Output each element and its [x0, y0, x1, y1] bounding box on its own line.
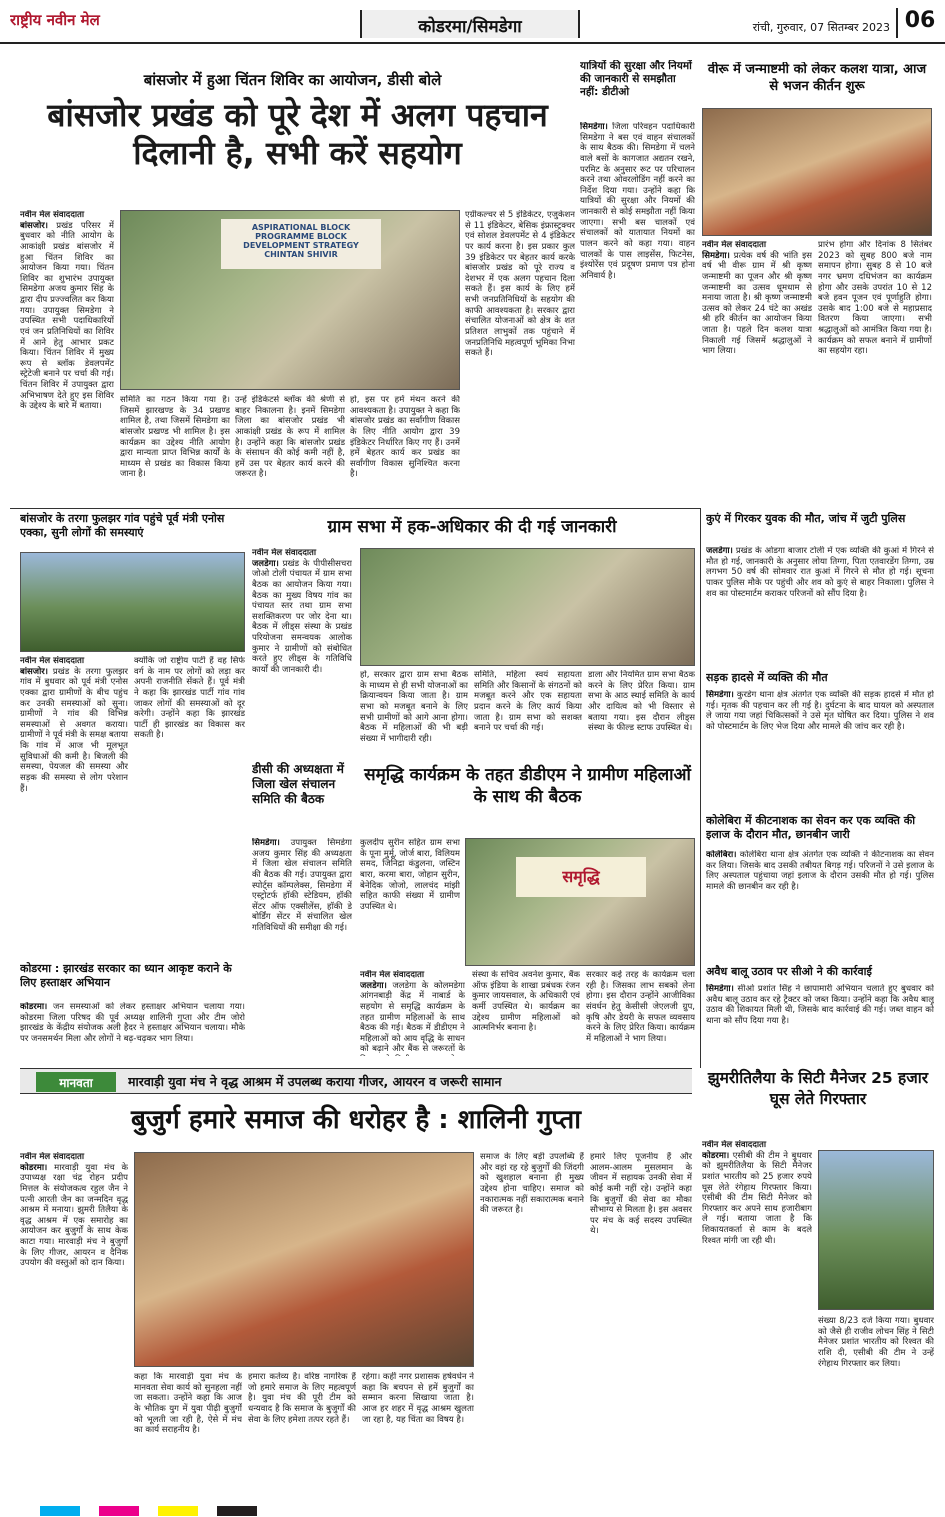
bribe-col2: संख्या 8/23 दर्ज किया गया। बुधवार को जैसे ही राजीव लोचन सिंह ने सिटी मैनेजर प्रशांत भारतीय को रिश्वत की राशि दी, एसीबी की टीम ने उन्हें रंगेहाथ गिरफ्तार कर लिया। — [818, 1316, 934, 1369]
lead-kicker: बांसजोर में हुआ चिंतन शिविर का आयोजन, डीसी बोले — [143, 71, 442, 89]
sports-dateline: सिमडेगा। — [252, 838, 280, 848]
gramsabha-photo — [360, 548, 695, 666]
samriddhi-banner: समृद्धि — [516, 857, 646, 897]
kodarma-brief-headline: कोडरमा : झारखंड सरकार का ध्यान आकृष्ट कराने के लिए हस्ताक्षर अभियान — [20, 962, 232, 990]
janmashtami-col2: प्रारंभ होगा और दिनांक 8 सितंबर 2023 को सुबह 800 बजे नाम समापन होगा। सुबह 8 से 10 बजे नगर भ्रमण दधिभंजन का कार्यक्रम होगा और उसके उपरांत 10 से 12 बजे हवन पूजन एवं पूर्णाहुति होगा। उसके बाद 1:00 बजे से महाप्रसाद वितरण किया जाएगा। सभी श्रद्धालुओं को आमंत्रित किया गया है। कार्यक्रम को सफल बनाने में ग्रामीणों का सहयोग रहा। — [818, 240, 932, 357]
lead-col2: समिति का गठन किया गया है। जिसमें झारखण्ड के 34 प्रखण्ड शामिल है, तथा जिसमें सिमडेगा का बांसजोर प्रखण्ड भी शामिल है। इस कार्यक्रम का उद्देश्य नीति आयोग द्वारा मान्यता प्राप्त विभिन्न कार्यों के माध्यम से प्रखंड का विकास किया जाना है। — [120, 395, 230, 480]
janmashtami-text: प्रत्येक वर्ष की भांति इस वर्ष भी वीरू ग्राम में श्री कृष्ण जन्माष्टमी का पूजन और श्री कृष्ण जन्माष्टमी का उत्सव धूमधाम से मनाया जाता है। श्री कृष्ण जन्माष्टमी उत्सव को लेकर 24 घंटे का अखंड श्री हरि कीर्तन का आयोजन किया जाता है। पहले दिन कलश यात्रा निकाली गई जिसमें श्रद्धालुओं ने भाग लिया। — [702, 250, 812, 357]
targa-text: प्रखंड के तरगा फुलझर गांव में बुधवार को पूर्व मंत्री एनोस एक्का द्वारा ग्रामीणों के बीच पहुंच कर उनकी समस्याओं को सुना। ग्रामीणों ने गांव की विभिन्न समस्याओं से अवगत कराया। ग्रामीणों ने पूर्व मंत्री के समक्ष बताया कि गांव में आज भी मूलभूत सुविधाओं की कमी है। बिजली की समस्या, पेयजल की समस्या और सड़क की समस्या से लोग परेशान हैं। — [20, 666, 128, 794]
targa-photo — [20, 552, 245, 652]
gramsabha-headline: ग्राम सभा में हक-अधिकार की दी गई जानकारी — [327, 517, 617, 537]
lead-text: प्रखंड परिसर में बुधवार को नीति आयोग के आकांक्षी प्रखंड बांसजोर में हुआ चिंतन शिविर का आयोजन किया गया। चिंतन शिविर का शुभारंभ उपायुक्त सिमडेगा अजय कुमार सिंह के द्वारा दीप प्रज्ज्वलित कर किया गया। उपायुक्त सिमडेगा ने उपस्थित सभी पदाधिकारियों एवं जन प्रतिनिधियों का शिविर में आने हेतु आभार प्रकट किया। चिंतन शिविर में मुख्य रूप से ब्लॉक डेवलपमेंट स्ट्रेटेजी बनाने पर चर्चा की गई। चिंतन शिविर में उपायुक्त द्वारा अभिभाषण देते हुए इस शिविर के उद्देश्य के बारे में बताया। — [20, 220, 114, 412]
lead-headline: बांसजोर प्रखंड को पूरे देश में अलग पहचान दिलानी है, सभी करें सहयोग — [47, 96, 548, 173]
bribe-dateline: कोडरमा। — [702, 1150, 730, 1161]
targa-dateline: बांसजोर। — [20, 666, 49, 677]
samriddhi-col1 — [360, 970, 465, 1056]
kodarma-brief-dateline: कोडरमा। — [20, 1002, 48, 1012]
page-number: 06 — [896, 8, 942, 38]
bribe-byline: नवीन मेल संवाददाता — [702, 1140, 767, 1150]
pesticide-body — [706, 850, 934, 960]
bribe-text: एसीबी की टीम ने बुधवार को झुमरीतिलैया के सिटी मैनेजर प्रशांत भारतीय को 25 हजार रुपये घूस लेते रंगेहाथ गिरफ्तार किया। एसीबी की टीम सिटी मैनेजर को गिरफ्तार कर अपने साथ हजारीबाग ले गई। बताया जाता है कि शिकायतकर्ता से काम के बदले रिश्वत मांगी जा रही थी। — [702, 1150, 812, 1246]
sand-text: सीओ प्रशांत सिंह ने छापामारी अभियान चलाते हुए बुधवार को अवैध बालू उठाव कर रहे ट्रैक्टर को जब्त किया। उन्होंने कहा कि अवैध बालू उठाव की शिकायत मिली थी, जिसके बाद कार्रवाई की गई। जब्त वाहन को थाना को सौंप दिया गया है। — [706, 984, 934, 1026]
sports-body — [252, 838, 352, 1058]
geyser-col2: कहा कि मारवाड़ी युवा मंच के मानवता सेवा कार्य को सुनहला नहीं जा सकता। उन्होंने कहा कि आज के भौतिक युग में युवा पीढ़ी बुजुर्गों को भूलती जा रही है, ऐसे में मंच का कार्य सराहनीय है। — [134, 1372, 242, 1436]
samriddhi-photo — [465, 838, 695, 966]
pesticide-headline: कोलेबिरा में कीटनाशक का सेवन कर एक व्यक्ति की इलाज के दौरान मौत, छानबीन जारी — [706, 814, 916, 842]
lead-col5: एग्रीकल्चर से 5 इंडिकेटर, एजुकेशन से 11 इंडिकेटर, बेसिक इंफ्रास्ट्रक्चर एवं सोशल डेवलपमेंट से 4 इंडिकेटर पर कार्य करना है। इस प्रकार कुल 39 इंडिकेटर पर बेहतर कार्य करके बांसजोर प्रखंड को पूरे राज्य व देशभर में एक अलग पहचान दिला सकते हैं। इस कार्य के लिए हमें सभी जनप्रतिनिधियों के सहयोग की काफी आवश्यकता है। सरकार द्वारा संचालित योजनाओं को क्षेत्र के शत प्रतिशत लाभुकों तक पहुंचाने में जनप्रतिनिधि महत्वपूर्ण भूमिका निभा सकते हैं। — [465, 210, 575, 359]
kodarma-brief-text: जन समस्याओं को लेकर हस्ताक्षर अभियान चलाया गया। कोडरमा जिला परिषद की पूर्व अध्यक्ष शालिनी गुप्ता और टीम जोरो झारखंड के केंद्रीय संयोजक अली हैदर ने हस्ताक्षर अभियान चलाया। मौके पर जनसमर्थन मिला और लोगों ने बढ़-चढ़कर भाग लिया। — [20, 1002, 245, 1044]
gramsabha-col2: हो, सरकार द्वारा ग्राम सभा बैठक के माध्यम से ही सभी योजनाओं का क्रियान्वयन किया जाता है। ग्राम सभा को मजबूत बनाने के लिए सभी ग्रामीणों को आगे आना होगा। बैठक में महिलाओं की भी बड़ी संख्या में भागीदारी रही। — [360, 670, 468, 744]
well-dateline: जलडेगा। — [706, 546, 733, 556]
right-col-divider — [700, 508, 701, 1068]
sports-headline: डीसी की अध्यक्षता में जिला खेल संचालन समिति की बैठक — [252, 762, 344, 806]
samriddhi-col3: सरकार कई तरह के कार्यक्रम चला रही है। जिसका लाभ सबको लेना होगा। इस दौरान उन्होंने आजीविका संवर्धन हेतु केसीसी जेएलजी ग्रुप, कृषि और डेयरी के सफल व्यवसाय करने के लिए प्रेरित किया। कार्यक्रम में महिलाओं ने भाग लिया। — [586, 970, 695, 1044]
lead-photo — [120, 210, 460, 390]
janmashtami-byline: नवीन मेल संवाददाता — [702, 240, 767, 250]
gramsabha-text: प्रखंड के पीपीसीसचरा जोओ टोली पंचायत में ग्राम सभा बैठक का आयोजन किया गया। बैठक का मुख्य विषय गांव का पंचायत स्तर तथा ग्राम सभा सशक्तिकरण पर जोर देना था। बैठक में लीड्स संस्था के प्रखंड परियोजना समन्वयक आलोक कुमार ने ग्रामीणों को संबोधित करते हुए लीड्स के गतिविधि कार्यों की जानकारी दी। — [252, 558, 352, 675]
road-dateline: सिमडेगा। — [706, 690, 734, 700]
sports-col2: कुलदीप सुरीन सहित ग्राम सभा के पूना मुर्मू, जोर्ज बारा, विलियम समद, जिनिद्रा कंडुलना, जस्टिन बारा, करमा बारा, जोहान सुरीन, बेनेदिक जोजो, लालचंद मांझी सहित काफी संख्या में ग्रामीण उपस्थित थे। — [360, 838, 460, 912]
targa-col2: क्योंकि जो राष्ट्रीय पार्टी हैं वह सिर्फ वर्ग के नाम पर लोगों को लड़ा कर अपनी राजनीति सेंकते हैं। पूर्व मंत्री ने कहा कि झारखंड पार्टी गांव गांव जाकर लोगों की समस्याओं को दूर करेगी। उन्होंने कहा कि झारखंड पार्टी ही झारखंड का विकास कर सकती है। — [134, 656, 245, 741]
pilgrim-text: जिला परिवहन पदाधिकारी सिमडेगा ने बस एवं वाहन संचालकों के साथ बैठक की। सिमडेगा में चलने वाले बसों के कागजात अद्यतन रखने, परमिट के अनुसार रूट पर परिचालन करने तथा ओवरलोडिंग नहीं करने का निर्देश दिया गया। उन्होंने कहा कि यात्रियों की सुरक्षा और नियमों की जानकारी से कोई समझौता नहीं किया जाएगा। सभी बस चालकों एवं संचालकों को यातायात नियमों का पालन करने को कहा गया। वाहन चालकों के पास लाइसेंस, फिटनेस, इंश्योरेंस एवं प्रदूषण प्रमाण पत्र होना अनिवार्य है। — [580, 122, 695, 281]
geyser-col6: हमारे लिए पूजनीय हैं और आलम-आलम मुसलमान के जीवन में सहायक उनकी सेवा में कोई कमी नहीं रहे। उन्होंने कहा कि बुजुर्गों की सेवा का मौका सौभाग्य से मिलता है। इस अवसर पर मंच के कई सदस्य उपस्थित थे। — [590, 1152, 692, 1237]
targa-byline: नवीन मेल संवाददाता — [20, 656, 85, 666]
section-title: कोडरमा/सिमडेगा — [360, 10, 580, 38]
geyser-col1 — [20, 1152, 128, 1490]
geyser-dateline: कोडरमा। — [20, 1162, 48, 1173]
samriddhi-text: जलडेगा के कोलमडेगा आंगनबाड़ी केंद्र में नाबार्ड के सहयोग से समृद्धि कार्यक्रम के तहत ग्रामीण महिलाओं के साथ बैठक की गई। बैठक में डीडीएम ने महिलाओं को आय वृद्धि के साधन को बढ़ाने और बैंक से जरूरतों के — [360, 980, 465, 1055]
road-text: कुरडेग थाना क्षेत्र अंतर्गत एक व्यक्ति की सड़क हादसे में मौत हो गई। मृतक की पहचान कर ली गई है। दुर्घटना के बाद घायल को अस्पताल ले जाया गया जहां चिकित्सकों ने उसे मृत घोषित कर दिया। पुलिस ने शव को पोस्टमार्टम के लिए भेज दिया और मामले की जांच कर रही है। — [706, 690, 934, 732]
geyser-col4: रहेगा। कहीं नगर प्रशासक हर्षवर्धन ने कहा कि बचपन से हमें बुजुर्गों का सम्मान करना सिखाया जाता है। आज हर शहर में वृद्ध आश्रम खुलता जा रहा है, यह चिंता का विषय है। — [362, 1372, 474, 1425]
gramsabha-col3: समिति, महिला स्वयं सहायता समिति और किसानों के संगठनों को मजबूत करने और एक सहायता प्रदान करने के लिए कार्य किया जाता है। ग्राम सभा को सशक्त बनाने पर चर्चा की गई। — [474, 670, 582, 734]
masthead — [0, 0, 945, 44]
geyser-headline: बुजुर्ग हमारे समाज की धरोहर है : शालिनी गुप्ता — [131, 1105, 581, 1135]
gramsabha-col1 — [252, 548, 352, 758]
well-text: प्रखंड के ओडगा बाजार टोली में एक व्यक्ति की कुआं में गिरने से मौत हो गई, जानकारी के अनुसार लोया तिग्गा, पिता एतवारडेंग तिग्गा, उम्र लगभग 50 वर्ष की सोमवार रात कुआं में गिरने से मौत हो गई। सूचना पाकर पुलिस मौके पर पहुंची और शव को कुएं से बाहर निकाला। पुलिस ने शव का पोस्टमार्टम कराकर परिजनों को सौंप दिया है। — [706, 546, 934, 599]
pesticide-text: कोलेबिरा थाना क्षेत्र अंतर्गत एक व्यक्ति ने कीटनाशक का सेवन कर लिया। जिसके बाद उसकी तबीयत बिगड़ गई। परिजनों ने उसे इलाज के लिए अस्पताल पहुंचाया जहां इलाज के दौरान उसकी मौत हो गई। पुलिस मामले की छानबीन कर रही है। — [706, 850, 934, 892]
sand-dateline: सिमडेगा। — [706, 984, 734, 994]
targa-headline: बांसजोर के तरगा फुलझर गांव पहुंचे पूर्व मंत्री एनोस एक्का, सुनी लोगों की समस्याएं — [20, 512, 225, 540]
newspaper-logo: राष्ट्रीय नवीन मेल — [10, 11, 100, 29]
geyser-photo — [134, 1152, 474, 1367]
bribe-body — [702, 1140, 812, 1490]
janmashtami-dateline: सिमडेगा। — [702, 250, 730, 261]
lead-photo-banner: ASPIRATIONAL BLOCK PROGRAMME BLOCK DEVELOPMENT STRATEGY CHINTAN SHIVIR — [221, 219, 381, 269]
lead-col1 — [20, 210, 114, 505]
print-color-strip — [0, 1495, 945, 1517]
janmashtami-col1 — [702, 240, 812, 505]
lead-col4: हो, इस पर हमें मंथन करने की आवश्यकता है। उपायुक्त ने कहा कि बांसजोर प्रखंड का सर्वांगीण विकास के लिए नीति आयोग द्वारा 39 इंडिकेटर निर्धारित किए गए हैं। उनमें हमें बेहतर कार्य कर प्रखंड का सर्वांगीण विकास सुनिश्चित करना है। — [350, 395, 460, 480]
geyser-col5: समाज के लिए बड़ी उपलब्धि हैं और वहां रह रहे बुजुर्गों की जिंदगी को खुशहाल बनाना ही मुख्य उद्देश्य होना चाहिए। समाज को नकारात्मक नहीं सकारात्मक बनाने की जरूरत है। — [480, 1152, 584, 1216]
geyser-text: मारवाड़ी युवा मंच के उपाध्यक्ष रक्षा चंद्र रोहन प्रदीप मित्तल के संयोजकत्व रहुल जैन ने पत्नी आरती जैन का जन्मदिन वृद्ध आश्रम में मनाया। झुमरी तिलैया के वृद्ध आश्रम में एक समारोह का आयोजन कर बुजुर्गों के साथ केक काटा गया। मारवाड़ी मंच ने बुजुर्गों के लिए गीजर, आयरन व दैनिक उपयोग की वस्तुओं को दान किया। — [20, 1162, 128, 1269]
samriddhi-dateline: जलडेगा। — [360, 980, 387, 991]
pilgrim-dateline: सिमडेगा। — [580, 122, 608, 132]
pilgrim-headline: यात्रियों की सुरक्षा और नियमों की जानकारी से समझौता नहीं: डीटीओ — [580, 60, 692, 99]
targa-col1 — [20, 656, 128, 956]
lead-col3: उन्हें इंडिकेटर्स ब्लॉक की श्रेणी से बाहर निकालना है। इनमें सिमडेगा जिला का बांसजोर प्रखंड भी आकांक्षी प्रखंड के रूप में शामिल है। उन्होंने कहा कि बांसजोर प्रखंड के संसाधन की कोई कमी नहीं है, हमें उस पर बेहतर कार्य करने की जरूरत है। — [235, 395, 345, 480]
geyser-strip — [20, 1068, 692, 1094]
geyser-kicker: मारवाड़ी युवा मंच ने वृद्ध आश्रम में उपलब्ध कराया गीजर, आयरन व जरूरी सामान — [128, 1074, 502, 1089]
bribe-photo — [818, 1150, 934, 1310]
pesticide-dateline: कोलेबिरा। — [706, 850, 737, 860]
janmashtami-photo — [702, 108, 932, 236]
bribe-headline: झुमरीतिलैया के सिटी मैनेजर 25 हजार घूस लेते गिरफ्तार — [707, 1069, 929, 1108]
well-body — [706, 546, 934, 664]
pilgrim-body — [580, 122, 695, 505]
sand-body — [706, 984, 934, 1064]
lead-byline: नवीन मेल संवाददाता — [20, 210, 85, 220]
issue-dateline: रांची, गुरुवार, 07 सितम्बर 2023 — [752, 21, 890, 34]
samriddhi-byline: नवीन मेल संवाददाता — [360, 970, 425, 980]
samriddhi-col2: संस्था के सचिव अवनेश कुमार, बैंक ऑफ इंडिया के शाखा प्रबंधक रंजन कुमार जायसवाल, के अधिकारी एवं कर्मी उपस्थित थे। कार्यक्रम का उद्देश्य ग्रामीण महिलाओं को आत्मनिर्भर बनाना है। — [472, 970, 580, 1034]
samriddhi-headline: समृद्धि कार्यक्रम के तहत डीडीएम ने ग्रामीण महिलाओं के साथ की बैठक — [364, 765, 691, 808]
divider — [10, 508, 700, 509]
gramsabha-dateline: जलडेगा। — [252, 558, 279, 569]
sports-text: उपायुक्त सिमडेगा अजय कुमार सिंह की अध्यक्षता में जिला खेल संचालन समिति की बैठक की गई। उपायुक्त द्वारा स्पोर्ट्स कॉम्पलेक्स, सिमडेगा में एस्ट्रोटर्फ हॉकी स्टेडियम, हॉकी सेंटर ऑफ एक्सीलेंस, हॉकी डे बोर्डिंग सेंटर में संचालित खेल गतिविधियों की समीक्षा की गई। — [252, 838, 352, 933]
road-headline: सड़क हादसे में व्यक्ति की मौत — [706, 671, 828, 684]
gramsabha-col4: डाला और नियमित ग्राम सभा बैठक करने के लिए प्रेरित किया। ग्राम सभा के आठ स्थाई समिति के कार्य और दायित्व को भी विस्तार से बताया गया। इस दौरान लीड्स संस्था के फील्ड स्टाफ उपस्थित थे। — [588, 670, 695, 734]
geyser-tag: मानवता — [36, 1072, 116, 1092]
geyser-col3: हमारा कर्तव्य है। वरिष्ठ नागरिक हैं जो हमारे समाज के लिए महत्वपूर्ण है। युवा मंच की पूरी टीम को धन्यवाद है कि समाज के बुजुर्गों की सेवा के लिए हमेशा तत्पर रहते हैं। — [248, 1372, 356, 1425]
well-headline: कुएं में गिरकर युवक की मौत, जांच में जुटी पुलिस — [706, 512, 906, 525]
lead-dateline: बांसजोर। — [20, 220, 49, 231]
janmashtami-headline: वीरू में जन्माष्टमी को लेकर कलश यात्रा, आज से भजन कीर्तन शुरू — [707, 62, 927, 94]
kodarma-brief-body — [20, 1002, 245, 1058]
road-body — [706, 690, 934, 810]
gramsabha-byline: नवीन मेल संवाददाता — [252, 548, 317, 558]
geyser-byline: नवीन मेल संवाददाता — [20, 1152, 85, 1162]
sand-headline: अवैध बालू उठाव पर सीओ ने की कार्रवाई — [706, 965, 872, 978]
